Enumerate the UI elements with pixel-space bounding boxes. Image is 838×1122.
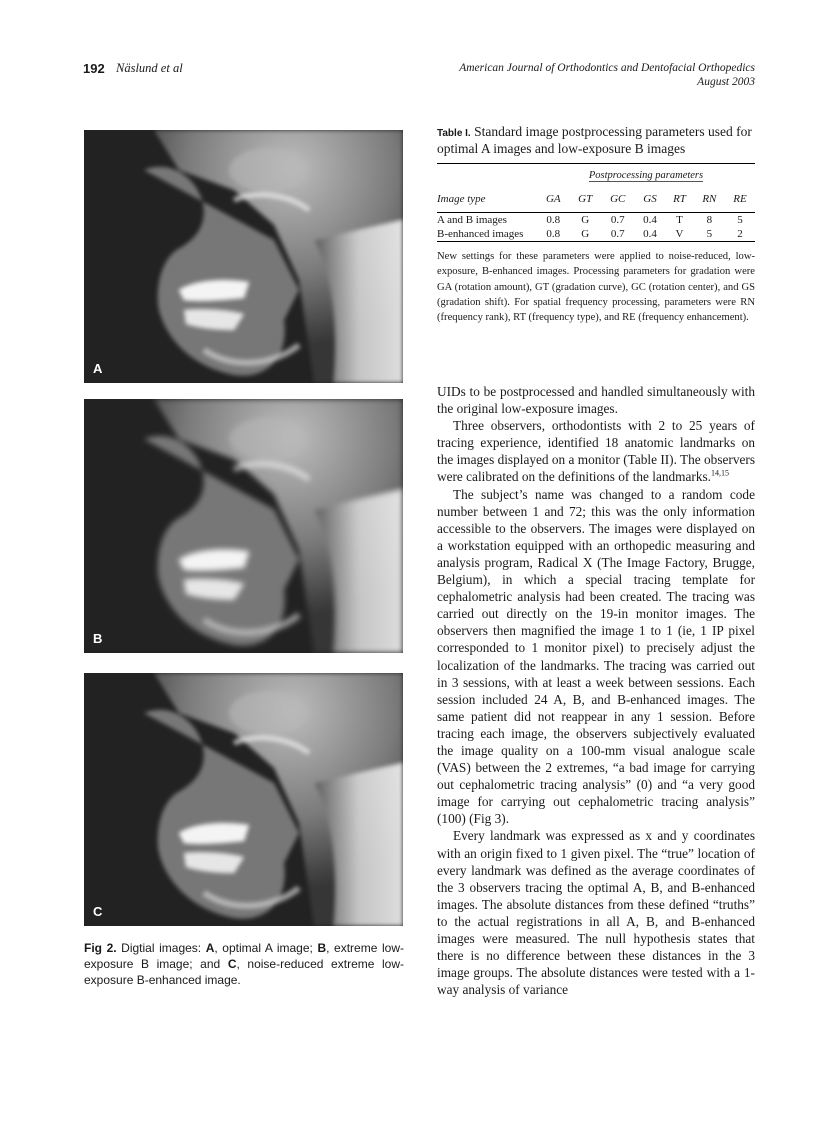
table-cell: 0.8 [546, 214, 561, 226]
paragraph [437, 417, 755, 485]
cephalometric-radiograph [84, 130, 403, 383]
table-cell: 0.7 [610, 228, 625, 240]
running-head [83, 61, 755, 93]
table-cell: 8 [706, 214, 713, 226]
caption-text-2: , optimal A image; [214, 941, 318, 955]
citation-reference: 14,15 [710, 469, 729, 479]
table-cell: 2 [737, 228, 743, 240]
table-cell: A and B images [437, 214, 507, 226]
figure-label: Fig 2. [84, 941, 117, 955]
table-row [437, 213, 755, 228]
table-cell: 0.7 [610, 214, 625, 226]
page-number: 192 [83, 61, 105, 76]
table-cell: 5 [737, 214, 743, 226]
table-cell: V [675, 228, 684, 240]
table-cell: 0.4 [643, 214, 657, 226]
panel-letter: A [93, 361, 103, 376]
paragraph: The subject’s name was changed to a random code number between 1 and 72; this was the only information accessible to the observers. The images were displayed on a workstation equipped with an orthopedic measuring and analysis program, Radical X (The Image Factory, Brugge, Belgium), in which a special tracing template for cephalometric analysis had been created. The tracing was carried out directly on the 19-in monitor images. The observers then magnified the image 1 to 1 (ie, 1 IP pixel corresponded to 1 monitor pixel) to precisely adjust the localization of the landmarks. The tracing was carried out in 3 sessions, with at least a week between sessions. Each session included 24 A, B, and B-enhanced images. The same patient did not reappear in any 1 session. Before tracing each image, the observers subjectively evaluated the image quality on a 100-mm visual analogue scale (VAS) between the 2 extremes, “a bad image for carrying out cephalometric tracing analysis” (0) and “a very good image for carrying out cephalometric tracing analysis” (100) (Fig 3). [437, 486, 755, 827]
panel-letter: C [93, 904, 103, 919]
table-spanner-heading: Postprocessing parameters [588, 169, 704, 181]
caption-text-3: , extreme low-exposure B image; and [84, 941, 404, 971]
table-cell: 5 [706, 228, 713, 240]
column-header: RT [673, 193, 686, 205]
cephalometric-radiograph [84, 673, 403, 926]
table-title [437, 125, 755, 156]
xray-image-c [84, 673, 403, 926]
table-cell: G [581, 214, 590, 226]
journal-title [459, 61, 755, 89]
column-header: GC [610, 193, 626, 205]
column-header: GA [545, 193, 561, 205]
issue-date: August 2003 [697, 76, 755, 88]
body-text [437, 383, 755, 998]
paragraph: Every landmark was expressed as x and y coordinates with an origin fixed to 1 given pixel. The “true” location of every landmark was defined as the average coordinates of the 3 observers tracing the optimal A, B, and B-enhanced images. The absolute distances from these defined “truths” to the actual registrations in all A, B, and B-enhanced images were measured. The null hypothesis states that there is no difference between these distances in the 3 image groups. The absolute distances were tested with a 1-way analysis of variance [437, 828, 755, 998]
column-header: GT [578, 193, 593, 205]
table-block [437, 125, 755, 325]
cephalometric-radiograph [84, 399, 403, 653]
table-row [437, 227, 755, 242]
caption-text-4: , noise-reduced extreme low-exposure B-enhanced image. [84, 957, 405, 987]
table-cell: G [581, 228, 590, 240]
xray-image-a [84, 130, 403, 383]
table-title-text: Standard image postprocessing parameters used for optimal A images and low-exposure B images [437, 124, 752, 156]
table-footnote: New settings for these parameters were applied to noise-reduced, low-exposure, B-enhanced images. Processing parameters for gradation were GA (rotation amount), GT (gradation curve), GC (rotation center), and GS (gradation shift). For spatial frequency processing, parameters were RN (frequency rank), RT (frequency type), and RE (frequency enhancement). [437, 251, 755, 324]
caption-panel-b: B [317, 941, 327, 955]
journal-name: American Journal of Orthodontics and Dentofacial Orthopedics [459, 62, 755, 74]
figure-caption [84, 940, 404, 988]
table-label: Table I. [437, 128, 471, 139]
table-cell: T [676, 214, 683, 226]
table-cell: 0.8 [546, 228, 561, 240]
column-header: Image type [437, 193, 486, 205]
column-header: RE [733, 193, 747, 205]
paragraph: UIDs to be postprocessed and handled simultaneously with the original low-exposure images. [437, 384, 755, 417]
caption-panel-c: C [227, 957, 237, 971]
table-cell: B-enhanced images [437, 228, 524, 240]
column-header: RN [702, 193, 717, 205]
running-authors: Näslund et al [116, 61, 183, 75]
xray-image-b [84, 399, 403, 653]
table-cell: 0.4 [643, 228, 657, 240]
parameters-table [437, 163, 755, 242]
caption-panel-a: A [205, 941, 215, 955]
panel-letter: B [93, 631, 103, 646]
column-header: GS [643, 193, 657, 205]
caption-text-1: Digtial images: [116, 941, 206, 955]
paragraph-text: Three observers, orthodontists with 2 to 25 years of tracing experience, identified 18 anatomic landmarks on the images displayed on a monitor (Table II). The observers were calibrated on the definitions of the landmarks. [437, 418, 755, 485]
